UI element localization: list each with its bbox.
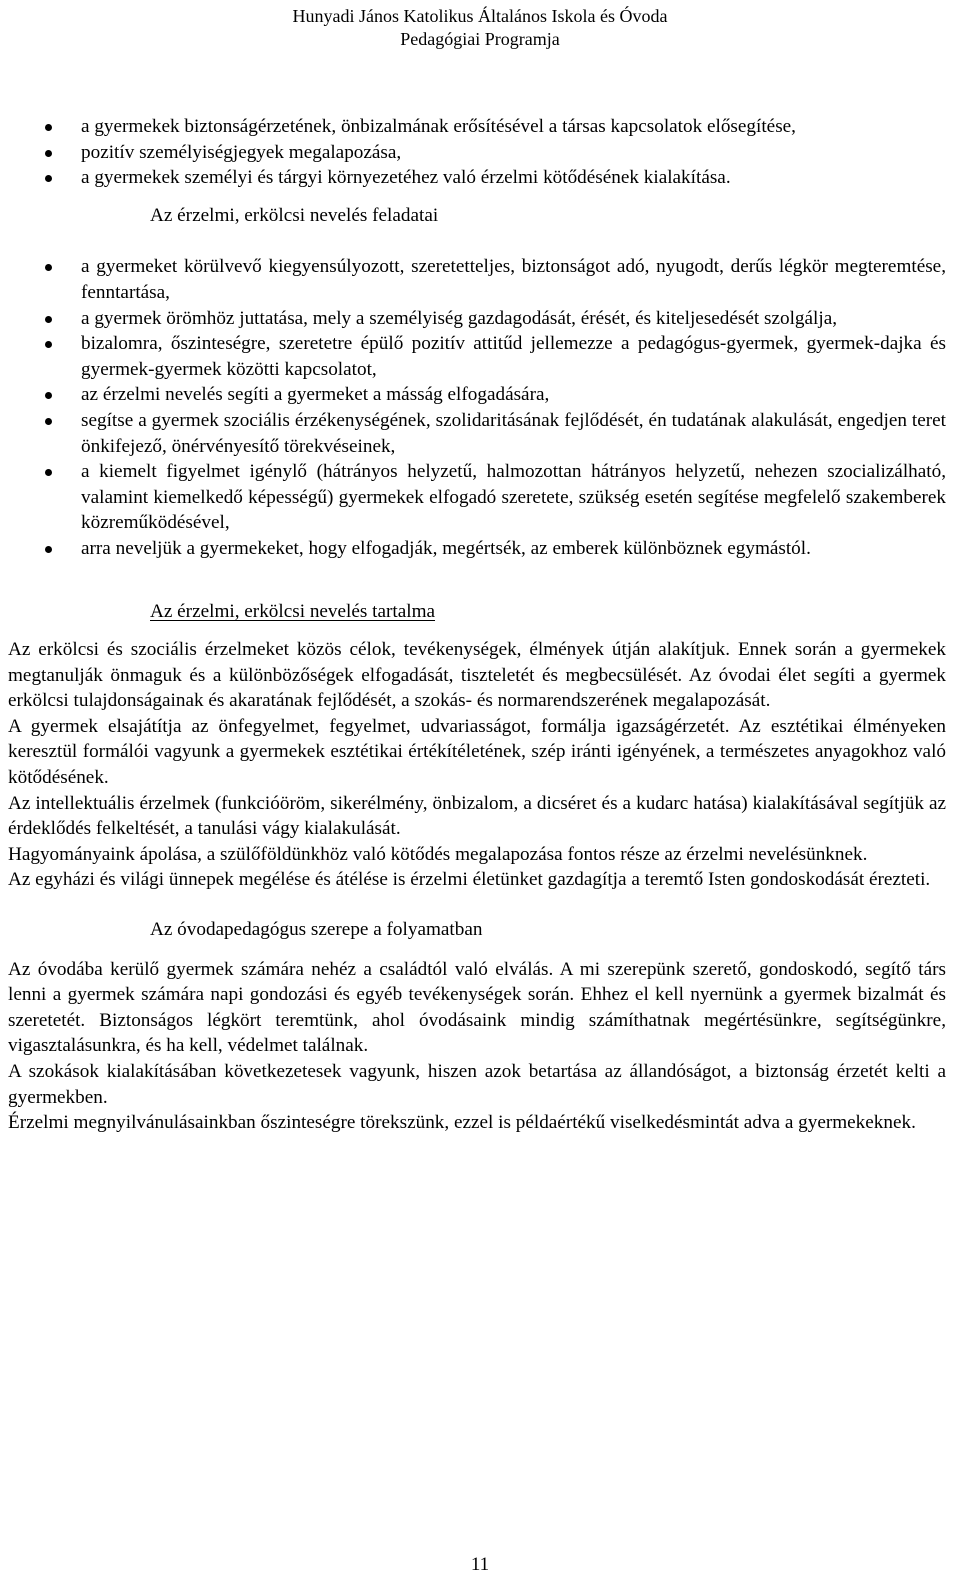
list-item: arra neveljük a gyermekeket, hogy elfogadják, megértsék, az emberek különböznek egymástól. [8, 536, 946, 562]
intro-list [8, 114, 946, 191]
paragraph: Az egyházi és világi ünnepek megélése és átélése is érzelmi életünket gazdagítja a teremtő Isten gondoskodását érezteti. [8, 869, 931, 891]
list-item: a gyermeket körülvevő kiegyensúlyozott, szeretetteljes, biztonságot adó, nyugodt, derűs légkör megteremtése, fenntartása, [8, 254, 946, 305]
bullet-icon [45, 150, 52, 157]
bullet-icon [45, 341, 52, 348]
list-item: a gyermek örömhöz juttatása, mely a személyiség gazdagodását, érését, és kiteljesedését szolgálja, [8, 306, 946, 332]
bullet-icon [45, 469, 52, 476]
paragraph: Az óvodába kerülő gyermek számára nehéz a családtól való elválás. A mi szerepünk szerető, gondoskodó, segítő társ lenni a gyermek számára napi gondozási és egyéb tevékenységek során. Ehhez el kell nyernünk a gyermek bizalmát és szeretetét. Biztonságos légkört teremtünk, ahol óvodásaink mindig számíthatnak megértésünkre, segítségünkre, vigasztalásunkra, és ha kell, védelmet találnak. [8, 958, 946, 1057]
bullet-icon [45, 264, 52, 271]
list-item: a gyermekek biztonságérzetének, önbizalmának erősítésével a társas kapcsolatok elősegítése, [8, 114, 946, 140]
list-item: az érzelmi nevelés segíti a gyermeket a másság elfogadására, [8, 382, 946, 408]
list-item: bizalomra, őszinteségre, szeretetre épülő pozitív attitűd jellemezze a pedagógus-gyermek, gyermek-dajka és gyermek-gyermek közötti kapcsolatot, [8, 331, 946, 382]
page-header [0, 5, 960, 51]
bullet-icon [45, 316, 52, 323]
section-heading-role: Az óvodapedagógus szerepe a folyamatban [150, 919, 483, 941]
bullet-icon [45, 124, 52, 131]
list-item: pozitív személyiségjegyek megalapozása, [8, 140, 946, 166]
document-body [8, 114, 946, 1136]
paragraph: Hagyományaink ápolása, a szülőföldünkhöz való kötődés megalapozása fontos része az érzelmi nevelésünknek. [8, 843, 868, 865]
bullet-icon [45, 175, 52, 182]
list-item: segítse a gyermek szociális érzékenységének, szolidaritásának fejlődését, én tudatának alakulását, engedjen teret önkifejező, önérvényesítő törekvéseinek, [8, 408, 946, 459]
bullet-icon [45, 546, 52, 553]
section-heading-tasks: Az érzelmi, erkölcsi nevelés feladatai [150, 204, 439, 226]
paragraph: Érzelmi megnyilvánulásainkban őszinteségre törekszünk, ezzel is példaértékű viselkedésmintát adva a gyermekeknek. [8, 1112, 916, 1134]
header-document-title: Pedagógiai Programja [400, 29, 560, 49]
bullet-icon [45, 392, 52, 399]
paragraph: A gyermek elsajátítja az önfegyelmet, fegyelmet, udvariasságot, formálja igazságérzetét. Az esztétikai élményeken keresztül formálói vagyunk a gyermekek esztétikai értékítéletének, szép iránti igényének, a természetes anyagokhoz való kötődésének. [8, 715, 946, 789]
list-item: a kiemelt figyelmet igénylő (hátrányos helyzetű, halmozottan hátrányos helyzetű, nehezen szocializálható, valamint kiemelkedő képességű) gyermekek elfogadó szeretete, szükség esetén segítése megfelelő szakemberek közreműködésével, [8, 459, 946, 536]
tasks-list [8, 254, 946, 561]
list-item: a gyermekek személyi és tárgyi környezetéhez való érzelmi kötődésének kialakítása. [8, 165, 946, 191]
paragraph: Az erkölcsi és szociális érzelmeket közös célok, tevékenységek, élmények útján alakítjuk. Ennek során a gyermekek megtanulják önmaguk és a különbözőségek elfogadását, tiszteletét és megbecsülését. Az óvodai élet segíti a gyermek erkölcsi tulajdonságainak és akaratának fejlődését, a szokás- és normarendszerének megalapozását. [8, 639, 946, 712]
page-number: 11 [470, 1554, 490, 1575]
bullet-icon [45, 418, 52, 425]
paragraph: Az intellektuális érzelmek (funkcióöröm, sikerélmény, önbizalom, a dicséret és a kudarc hatása) kialakításával segítjük az érdeklődés felkeltését, a tanulási vágy kialakulását. [8, 792, 946, 840]
paragraph: A szokások kialakításában következetesek vagyunk, hiszen azok betartása az állandóságot, a biztonság érzetét kelti a gyermekben. [8, 1061, 946, 1108]
section-heading-content: Az érzelmi, erkölcsi nevelés tartalma [150, 600, 436, 622]
header-school-name: Hunyadi János Katolikus Általános Iskola és Óvoda [292, 6, 668, 26]
